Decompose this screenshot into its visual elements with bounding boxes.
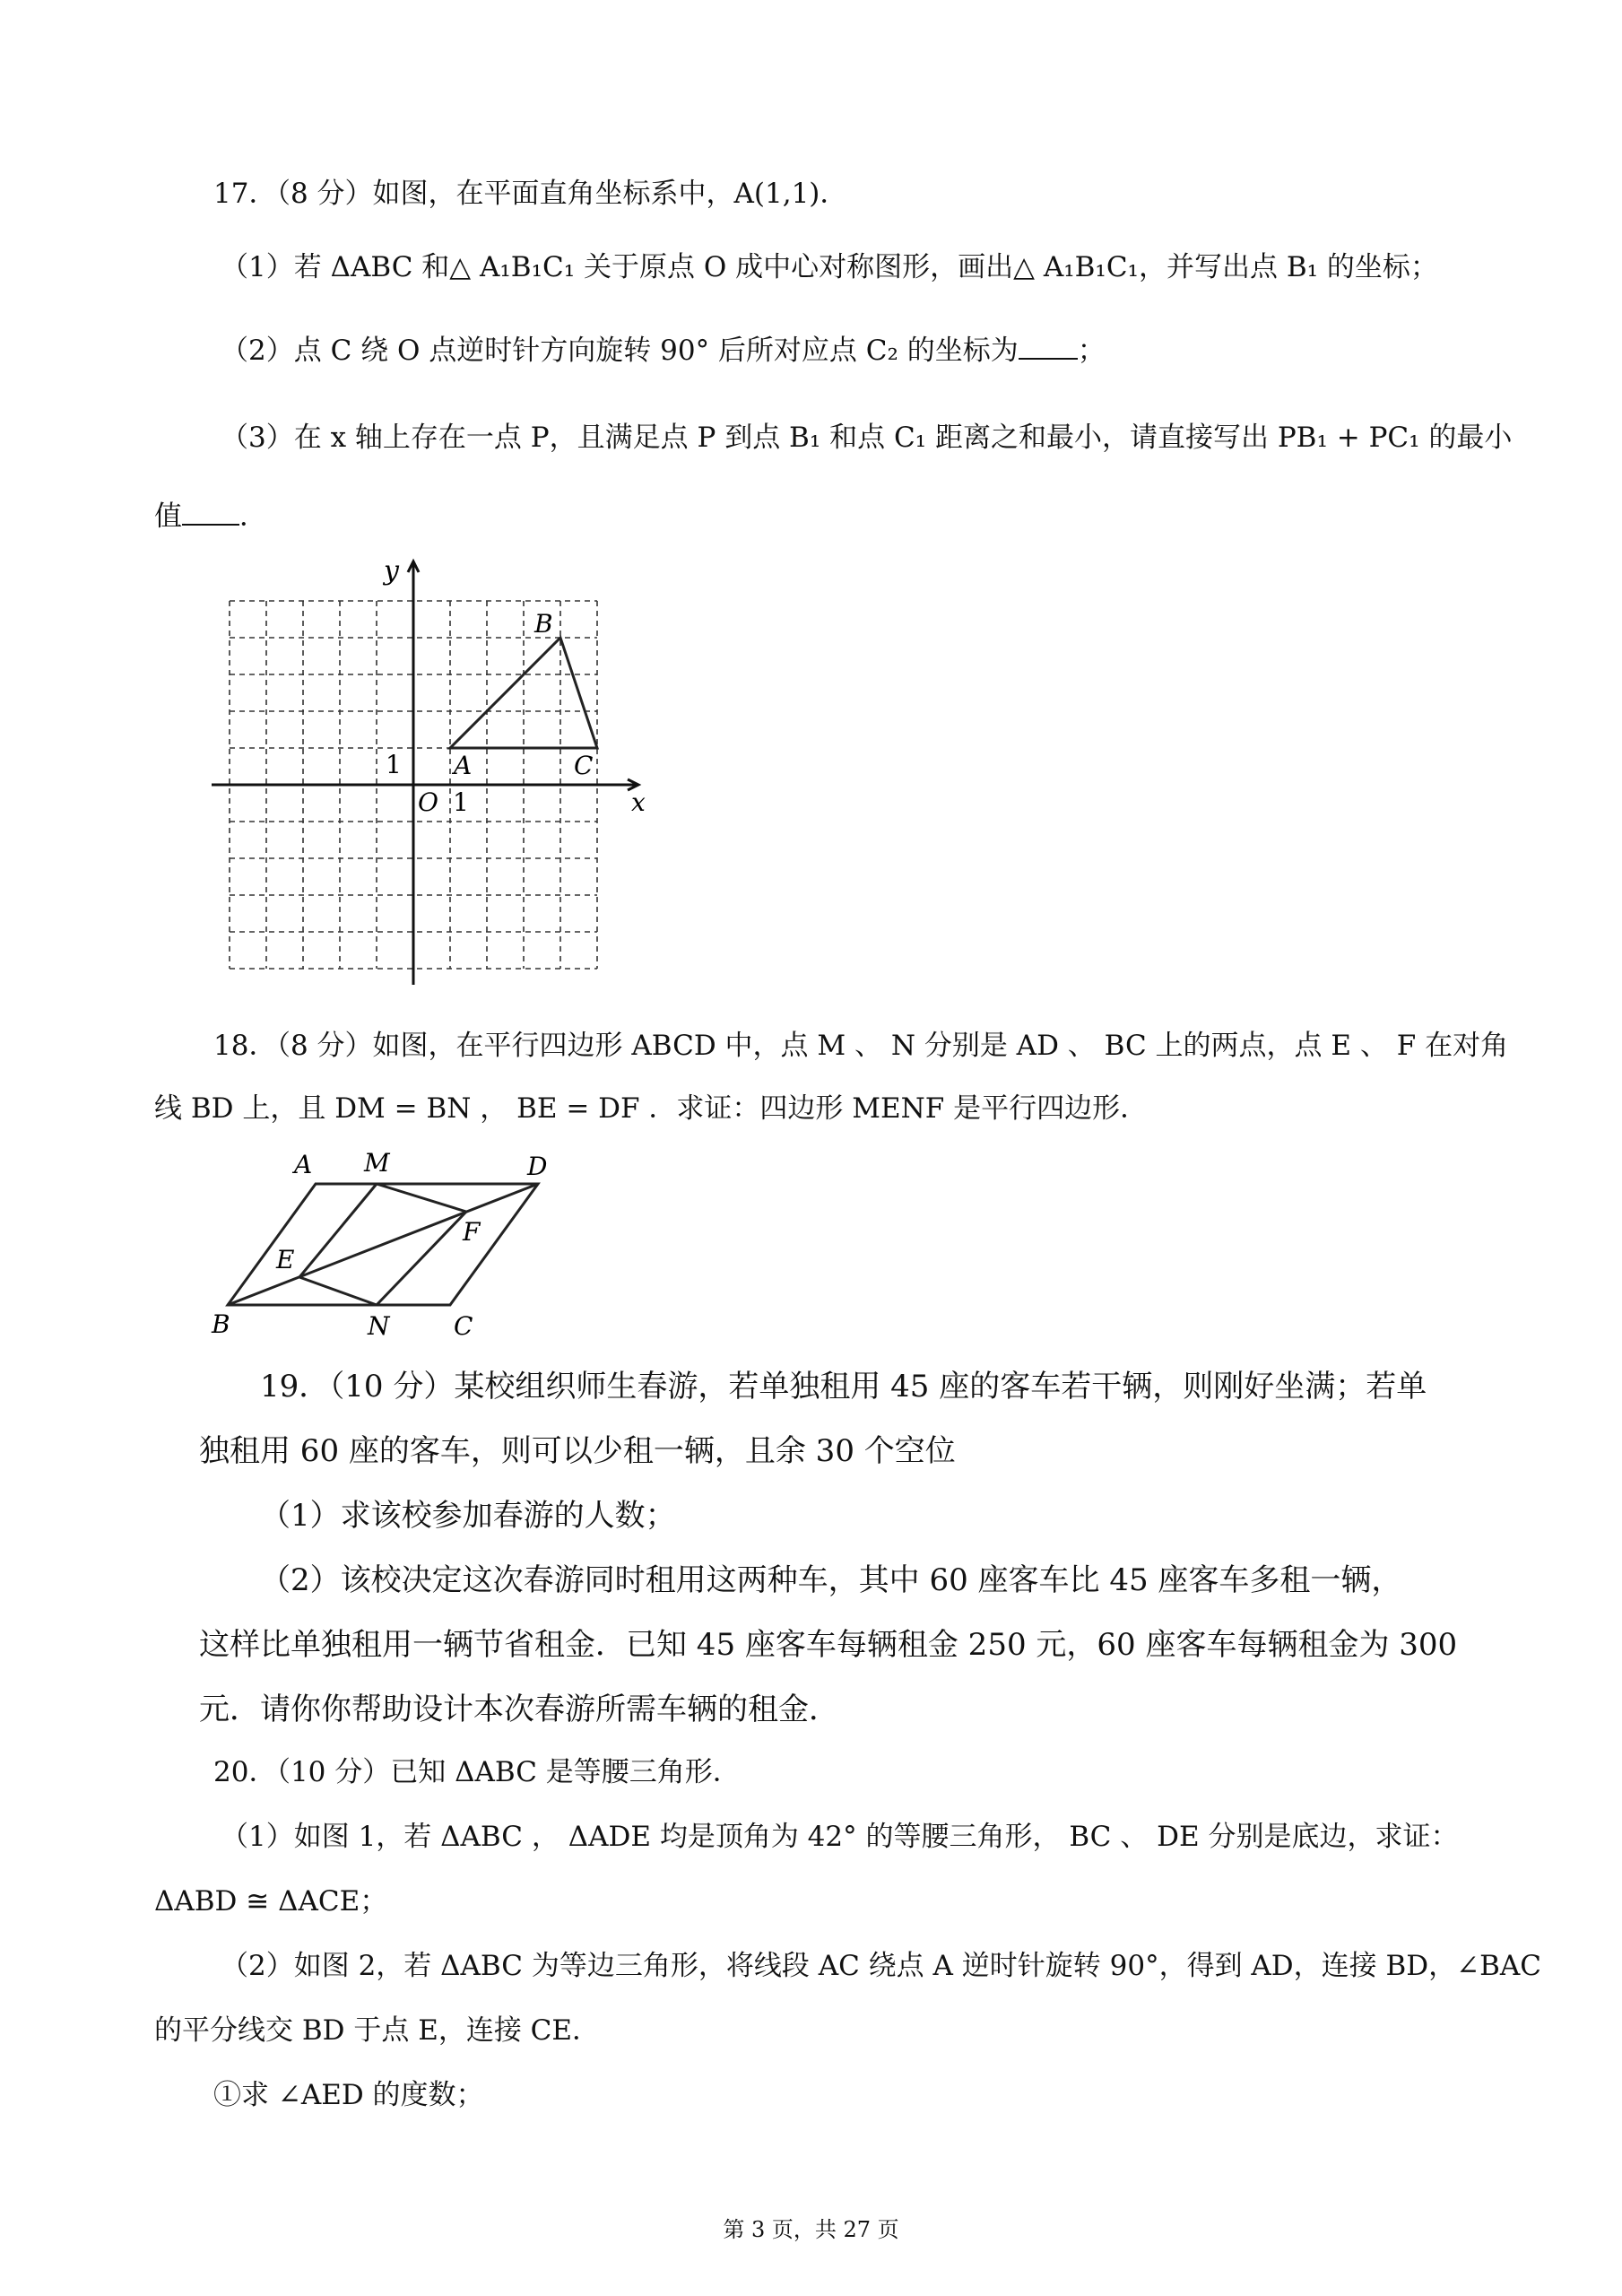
point-a-label: A — [454, 751, 473, 780]
q17-part1: （1）若 ΔABC 和△ A₁B₁C₁ 关于原点 O 成中心对称图形，画出△ A₁B₁C₁，并写出点 B₁ 的坐标； — [221, 251, 1438, 283]
point-c-label: C — [574, 751, 594, 780]
q19-line4: （2）该校决定这次春游同时租用这两种车，其中 60 座客车比 45 座客车多租一辆， — [260, 1562, 1402, 1598]
y-axis-label: y — [384, 555, 399, 587]
label-b: B — [212, 1309, 230, 1339]
label-a: A — [294, 1150, 313, 1179]
label-d: D — [527, 1152, 548, 1181]
q17-part2-end: ； — [1077, 335, 1106, 367]
q19-line5: 这样比单独租用一辆节省租金．已知 45 座客车每辆租金 250 元，60 座客车每辆租金为 300 — [199, 1627, 1458, 1663]
label-e: E — [276, 1245, 295, 1274]
label-m: M — [364, 1148, 390, 1178]
page-footer: 第 3 页，共 27 页 — [723, 2217, 899, 2242]
q17-part3-line2 — [154, 493, 267, 534]
q18-line2: 线 BD 上，且 DM = BN ， BE = DF ．求证：四边形 MENF 是平行四边形． — [154, 1092, 1149, 1125]
q20-line2: （1）如图 1，若 ΔABC ， ΔADE 均是顶角为 42° 的等腰三角形， BC 、 DE 分别是底边，求证： — [221, 1821, 1459, 1853]
q20-line4: （2）如图 2，若 ΔABC 为等边三角形，将线段 AC 绕点 A 逆时针旋转 90°，得到 AD，连接 BD，∠BAC — [221, 1950, 1542, 1982]
label-c: C — [454, 1311, 473, 1341]
point-b-label: B — [534, 609, 553, 639]
q19-line1: 19．（10 分）某校组织师生春游，若单独租用 45 座的客车若干辆，则刚好坐满；若单 — [260, 1369, 1427, 1405]
q17-part3-end: ． — [239, 500, 267, 533]
answer-blank — [1019, 331, 1078, 360]
coordinate-grid-figure — [202, 547, 668, 996]
label-f: F — [463, 1217, 481, 1247]
q20-line3: ΔABD ≅ ΔACE； — [154, 1885, 388, 1918]
q17-part2-text: （2）点 C 绕 O 点逆时针方向旋转 90° 后所对应点 C₂ 的坐标为 — [221, 335, 1019, 367]
answer-blank — [182, 497, 239, 526]
label-n: N — [368, 1311, 390, 1341]
q17-part3-text: 值 — [154, 500, 182, 533]
q20-line6: ①求 ∠AED 的度数； — [213, 2079, 484, 2111]
unit-y-label: 1 — [386, 750, 402, 779]
q19-line3: （1）求该校参加春游的人数； — [260, 1498, 676, 1534]
q17-part2 — [221, 327, 1106, 368]
q18-line1: 18．（8 分）如图，在平行四边形 ABCD 中，点 M 、 N 分别是 AD 、 BC 上的两点，点 E 、 F 在对角 — [213, 1030, 1509, 1062]
parallelogram-lines — [228, 1184, 538, 1305]
q19-line6: 元．请你你帮助设计本次春游所需车辆的租金． — [199, 1692, 839, 1727]
q17-part3-line1: （3）在 x 轴上存在一点 P，且满足点 P 到点 B₁ 和点 C₁ 距离之和最小，请直接写出 PB₁ + PC₁ 的最小 — [221, 422, 1513, 454]
q20-line5: 的平分线交 BD 于点 E，连接 CE． — [154, 2014, 601, 2047]
q20-line1: 20．（10 分）已知 ΔABC 是等腰三角形． — [213, 1756, 741, 1788]
origin-label: O — [418, 787, 438, 817]
q19-line2: 独租用 60 座的客车，则可以少租一辆，且余 30 个空位 — [199, 1433, 956, 1469]
x-axis-label: x — [631, 787, 646, 817]
q17-stem: 17．（8 分）如图，在平面直角坐标系中，A(1,1)． — [213, 178, 848, 210]
parallelogram-figure — [202, 1139, 578, 1341]
unit-x-label: 1 — [453, 787, 469, 817]
